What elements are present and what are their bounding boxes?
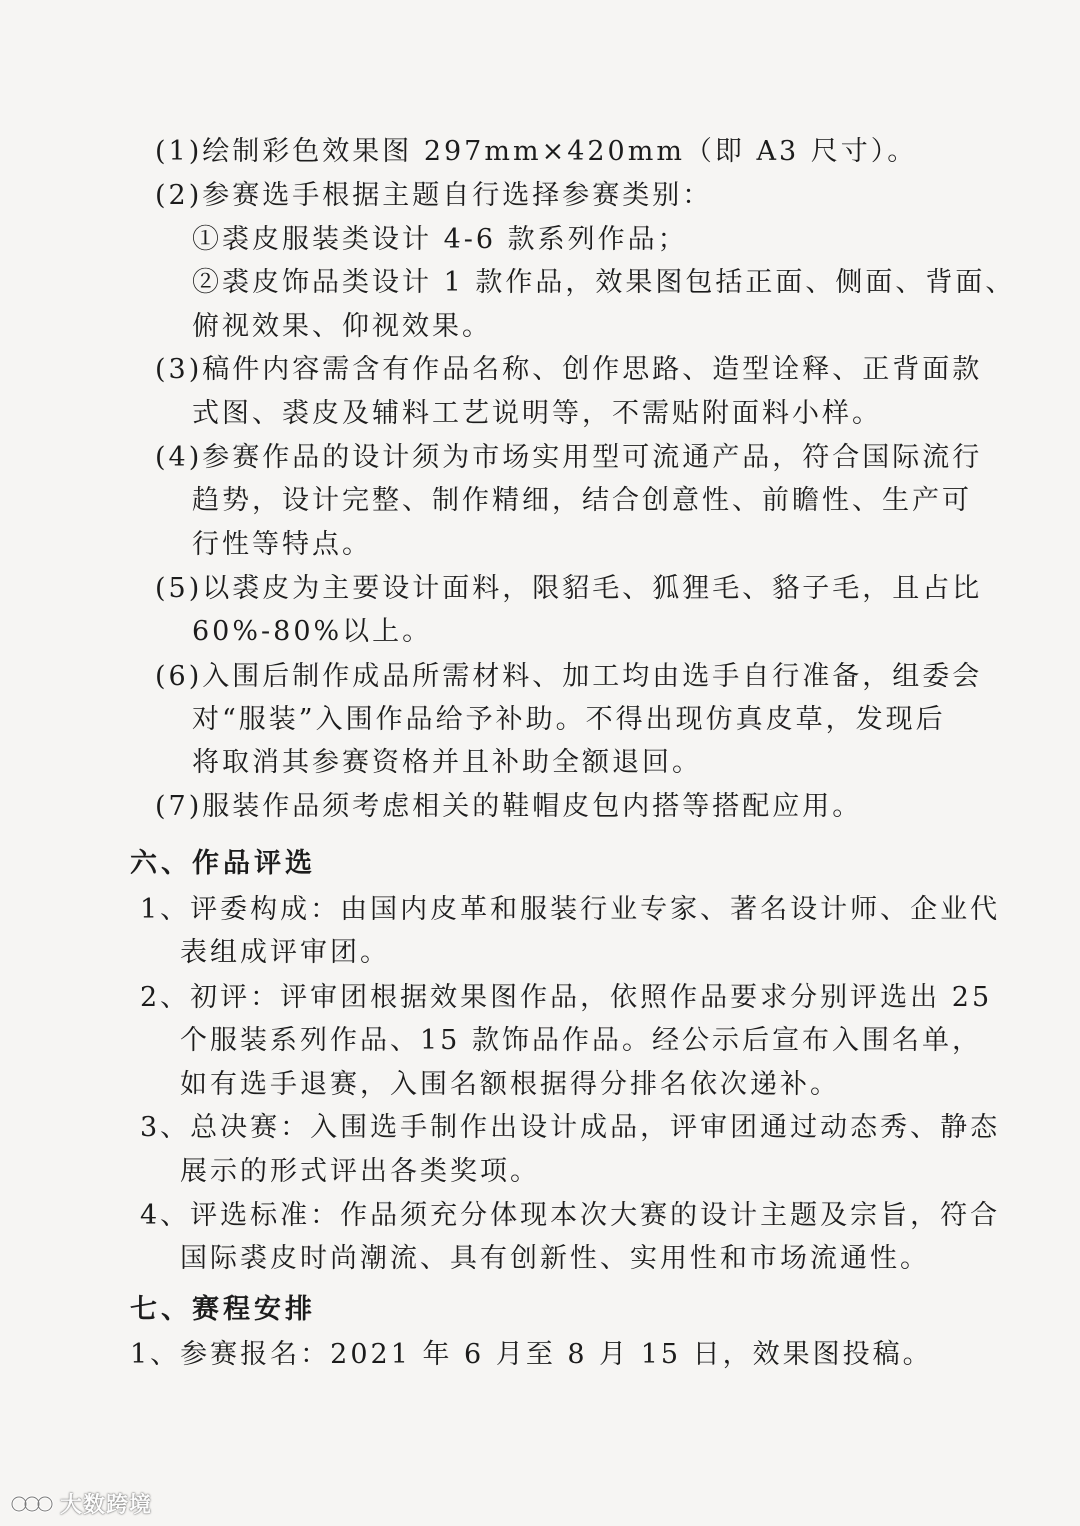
- text-line: (6)入围后制作成品所需材料、加工均由选手自行准备，组委会: [155, 661, 983, 692]
- text-line: ①裘皮服装类设计 4-6 款系列作品；: [192, 224, 688, 255]
- text-line: 如有选手退赛，入围名额根据得分排名依次递补。: [180, 1069, 840, 1100]
- text-line: 式图、裘皮及辅料工艺说明等，不需贴附面料小样。: [192, 398, 882, 429]
- section-heading: 六、作品评选: [130, 848, 316, 879]
- text-line: 3、总决赛：入围选手制作出设计成品，评审团通过动态秀、静态: [140, 1112, 1001, 1143]
- text-line: 对“服装”入围作品给予补助。不得出现仿真皮草，发现后: [192, 704, 946, 735]
- watermark: [10, 1488, 152, 1519]
- section-heading: 七、赛程安排: [130, 1294, 316, 1325]
- text-line: 4、评选标准：作品须充分体现本次大赛的设计主题及宗旨，符合: [140, 1200, 1001, 1231]
- text-line: 俯视效果、仰视效果。: [192, 311, 492, 342]
- text-line: (4)参赛作品的设计须为市场实用型可流通产品，符合国际流行: [155, 442, 983, 473]
- text-line: 展示的形式评出各类奖项。: [180, 1156, 540, 1187]
- watermark-text: 大数跨境: [60, 1493, 153, 1518]
- text-line: 表组成评审团。: [180, 937, 390, 968]
- text-line: 1、评委构成：由国内皮革和服装行业专家、著名设计师、企业代: [140, 894, 1001, 925]
- text-line: (5)以裘皮为主要设计面料，限貂毛、狐狸毛、貉子毛，且占比: [155, 573, 983, 604]
- text-line: 行性等特点。: [192, 529, 372, 560]
- text-line: (3)稿件内容需含有作品名称、创作思路、造型诠释、正背面款: [155, 354, 983, 385]
- text-line: 60%-80%以上。: [192, 616, 433, 647]
- logo-icon: [10, 1490, 54, 1518]
- text-line: (7)服装作品须考虑相关的鞋帽皮包内搭等搭配应用。: [155, 791, 863, 822]
- text-line: (1)绘制彩色效果图 297mm×420mm（即 A3 尺寸）。: [155, 136, 918, 167]
- text-line: 将取消其参赛资格并且补助全额退回。: [192, 747, 702, 778]
- text-line: 国际裘皮时尚潮流、具有创新性、实用性和市场流通性。: [180, 1243, 930, 1274]
- text-line: ②裘皮饰品类设计 1 款作品，效果图包括正面、侧面、背面、: [192, 267, 1016, 298]
- text-line: (2)参赛选手根据主题自行选择参赛类别：: [155, 180, 713, 211]
- text-line: 2、初评：评审团根据效果图作品，依照作品要求分别评选出 25: [140, 982, 993, 1013]
- text-line: 趋势，设计完整、制作精细，结合创意性、前瞻性、生产可: [192, 485, 972, 516]
- text-line: 个服装系列作品、15 款饰品作品。经公示后宣布入围名单，: [180, 1025, 982, 1056]
- text-line: 1、参赛报名：2021 年 6 月至 8 月 15 日，效果图投稿。: [130, 1339, 933, 1370]
